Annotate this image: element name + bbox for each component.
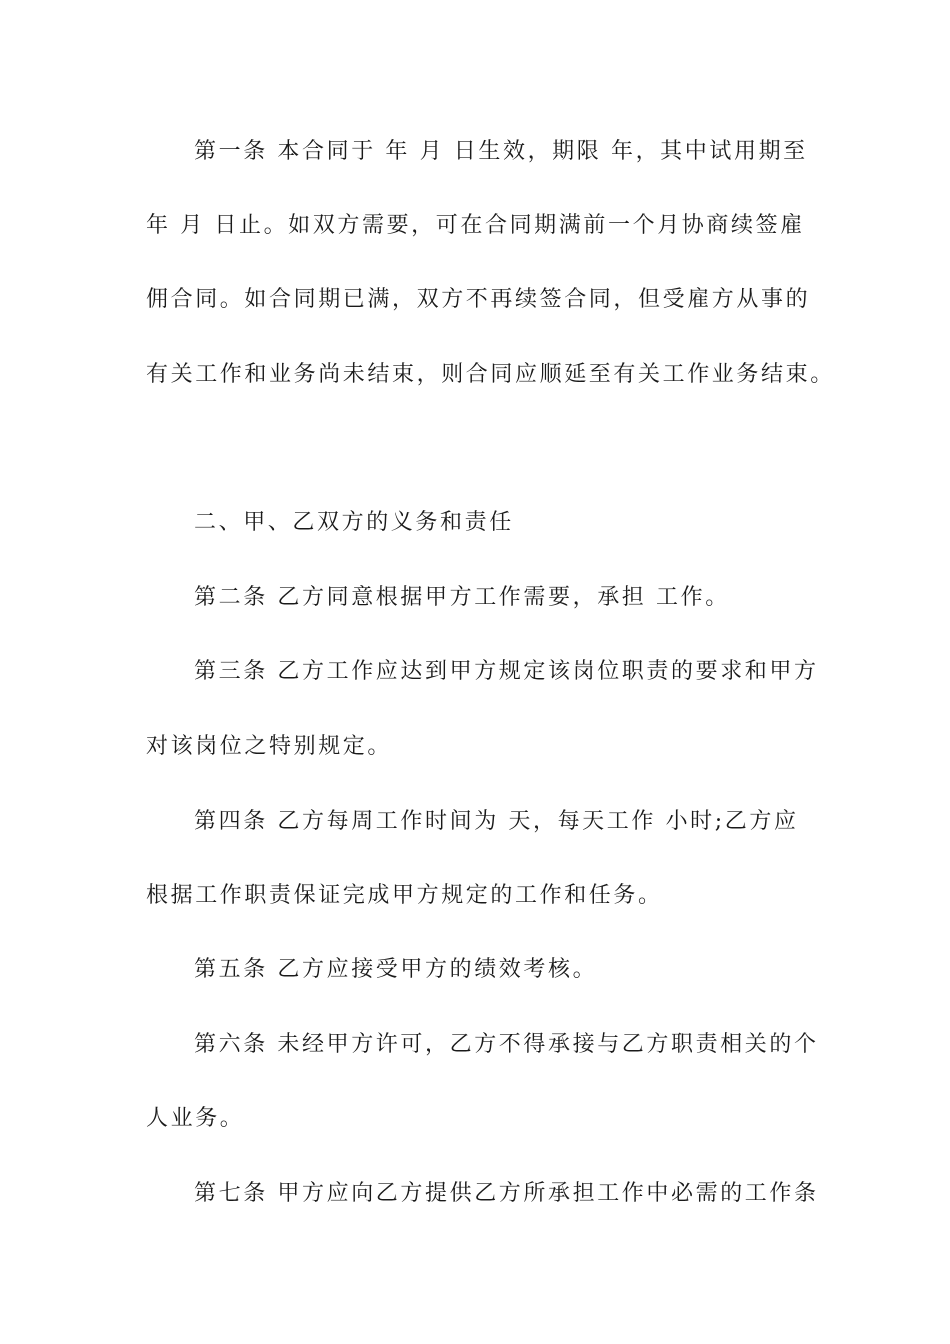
article-3-line-1: 第三条 乙方工作应达到甲方规定该岗位职责的要求和甲方 bbox=[194, 659, 819, 684]
article-7-line-1: 第七条 甲方应向乙方提供乙方所承担工作中必需的工作条 bbox=[194, 1181, 819, 1206]
article-5-line-1: 第五条 乙方应接受甲方的绩效考核。 bbox=[194, 957, 598, 982]
article-1-line-1: 第一条 本合同于 年 月 日生效，期限 年，其中试用期至 bbox=[194, 139, 808, 164]
article-1-line-2: 年 月 日止。如双方需要，可在合同期满前一个月协商续签雇 bbox=[146, 213, 805, 238]
article-1-line-4: 有关工作和业务尚未结束，则合同应顺延至有关工作业务结束。 bbox=[146, 362, 835, 387]
article-3-line-2: 对该岗位之特别规定。 bbox=[146, 734, 393, 759]
article-1-line-3: 佣合同。如合同期已满，双方不再续签合同，但受雇方从事的 bbox=[146, 287, 811, 312]
article-4-line-1: 第四条 乙方每周工作时间为 天，每天工作 小时;乙方应 bbox=[194, 809, 799, 834]
article-6-line-1: 第六条 未经甲方许可，乙方不得承接与乙方职责相关的个 bbox=[194, 1032, 819, 1057]
section-heading: 二、甲、乙双方的义务和责任 bbox=[194, 510, 514, 535]
article-2-line-1: 第二条 乙方同意根据甲方工作需要，承担 工作。 bbox=[194, 585, 730, 610]
article-4-line-2: 根据工作职责保证完成甲方规定的工作和任务。 bbox=[146, 883, 663, 908]
article-6-line-2: 人业务。 bbox=[146, 1106, 245, 1131]
